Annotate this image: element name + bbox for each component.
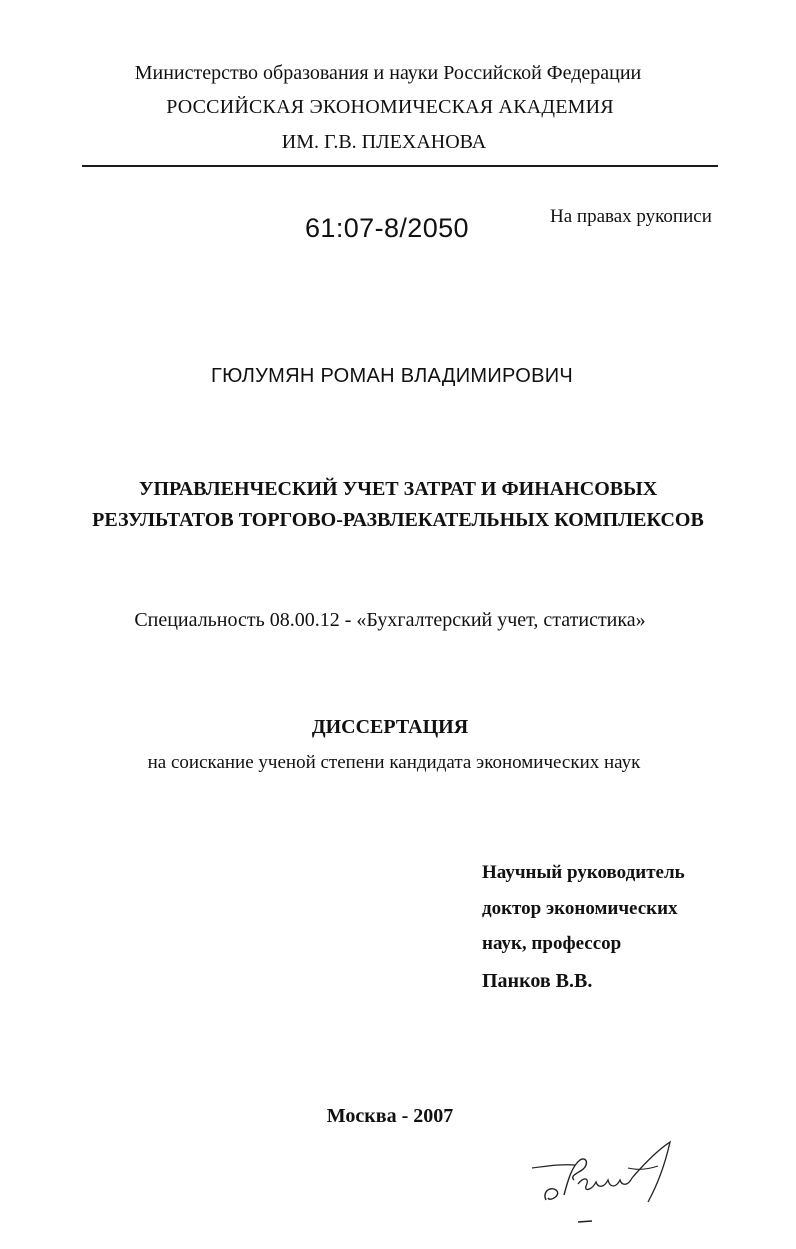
academy-name: РОССИЙСКАЯ ЭКОНОМИЧЕСКАЯ АКАДЕМИЯ: [166, 96, 614, 118]
supervisor-degree-line-2: наук, профессор: [482, 933, 622, 954]
academy-named-after: ИМ. Г.В. ПЛЕХАНОВА: [281, 131, 487, 153]
author-name: ГЮЛУМЯН РОМАН ВЛАДИМИРОВИЧ: [210, 365, 574, 387]
thesis-title-line-1: УПРАВЛЕНЧЕСКИЙ УЧЕТ ЗАТРАТ И ФИНАНСОВЫХ: [138, 478, 658, 500]
manuscript-rights: На правах рукописи: [550, 206, 712, 227]
ministry-name: Министерство образования и науки Российской Федерации: [134, 62, 642, 84]
dissertation-subheading: на соискание ученой степени кандидата экономических наук: [147, 752, 641, 773]
handwritten-signature: [520, 1140, 690, 1230]
registration-code: 61:07-8/2050: [305, 213, 469, 243]
supervisor-name: Панков В.В.: [482, 970, 593, 992]
header-divider: [82, 165, 718, 167]
supervisor-role: Научный руководитель: [482, 862, 685, 883]
specialty: Специальность 08.00.12 - «Бухгалтерский учет, статистика»: [134, 609, 646, 631]
place-and-year: Москва - 2007: [326, 1105, 454, 1127]
supervisor-degree-line-1: доктор экономических: [482, 898, 678, 919]
dissertation-heading: ДИССЕРТАЦИЯ: [311, 716, 469, 738]
thesis-title-line-2: РЕЗУЛЬТАТОВ ТОРГОВО-РАЗВЛЕКАТЕЛЬНЫХ КОМПЛЕКСОВ: [92, 509, 704, 531]
